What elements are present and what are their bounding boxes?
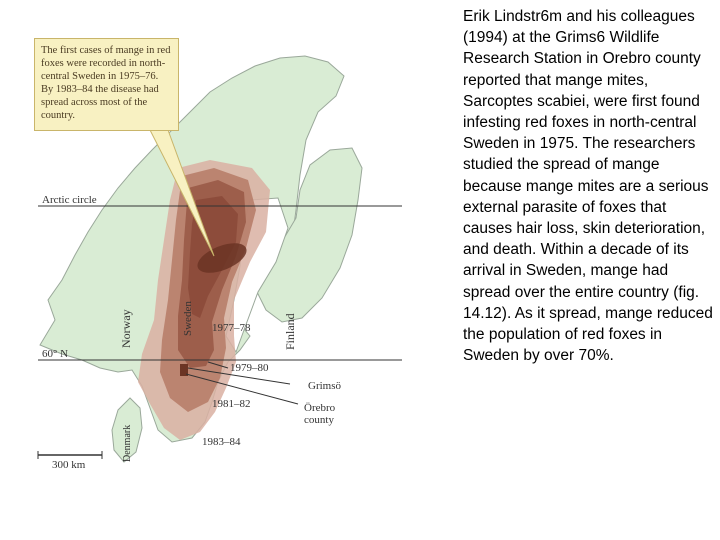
scale-label: 300 km [52,459,86,471]
description-text: Erik Lindstr6m and his colleagues (1994) at the Grims6 Wildlife Research Station in Orebro county reported that mange mites, Sarcoptes scabiei, were first found infesting red foxes in north-central Sweden in 1975. The researchers studied the spread of mange because mange mites are a serious external parasite of foxes that causes hair loss, skin deterioration, and death. Within a decade of its arrival in Sweden, mange had spread over the entire country (fig. 14.12). As it spread, mange reduced the population of red foxes in Sweden by over 70%. [463,8,713,365]
norway-label: Norway [119,309,133,348]
year-1981-82-label: 1981–82 [212,398,251,410]
sweden-label: Sweden [182,301,194,336]
denmark-label: Denmark [122,424,133,462]
latitude-60-label: 60° N [42,348,69,360]
grimso-label: Grimsö [308,380,341,392]
year-1979-80-label: 1979–80 [230,362,269,374]
year-1977-78-label: 1977–78 [212,322,251,334]
finland-label: Finland [283,313,297,350]
arctic-circle-label: Arctic circle [42,194,97,206]
county-label: county [304,414,334,426]
year-1983-84-label: 1983–84 [202,436,241,448]
callout-box: The first cases of mange in red foxes were recorded in north-central Sweden in 1975–76. By 1983–84 the disease had spread across most of the country. [34,38,179,131]
orebro-label: Örebro [304,402,336,414]
